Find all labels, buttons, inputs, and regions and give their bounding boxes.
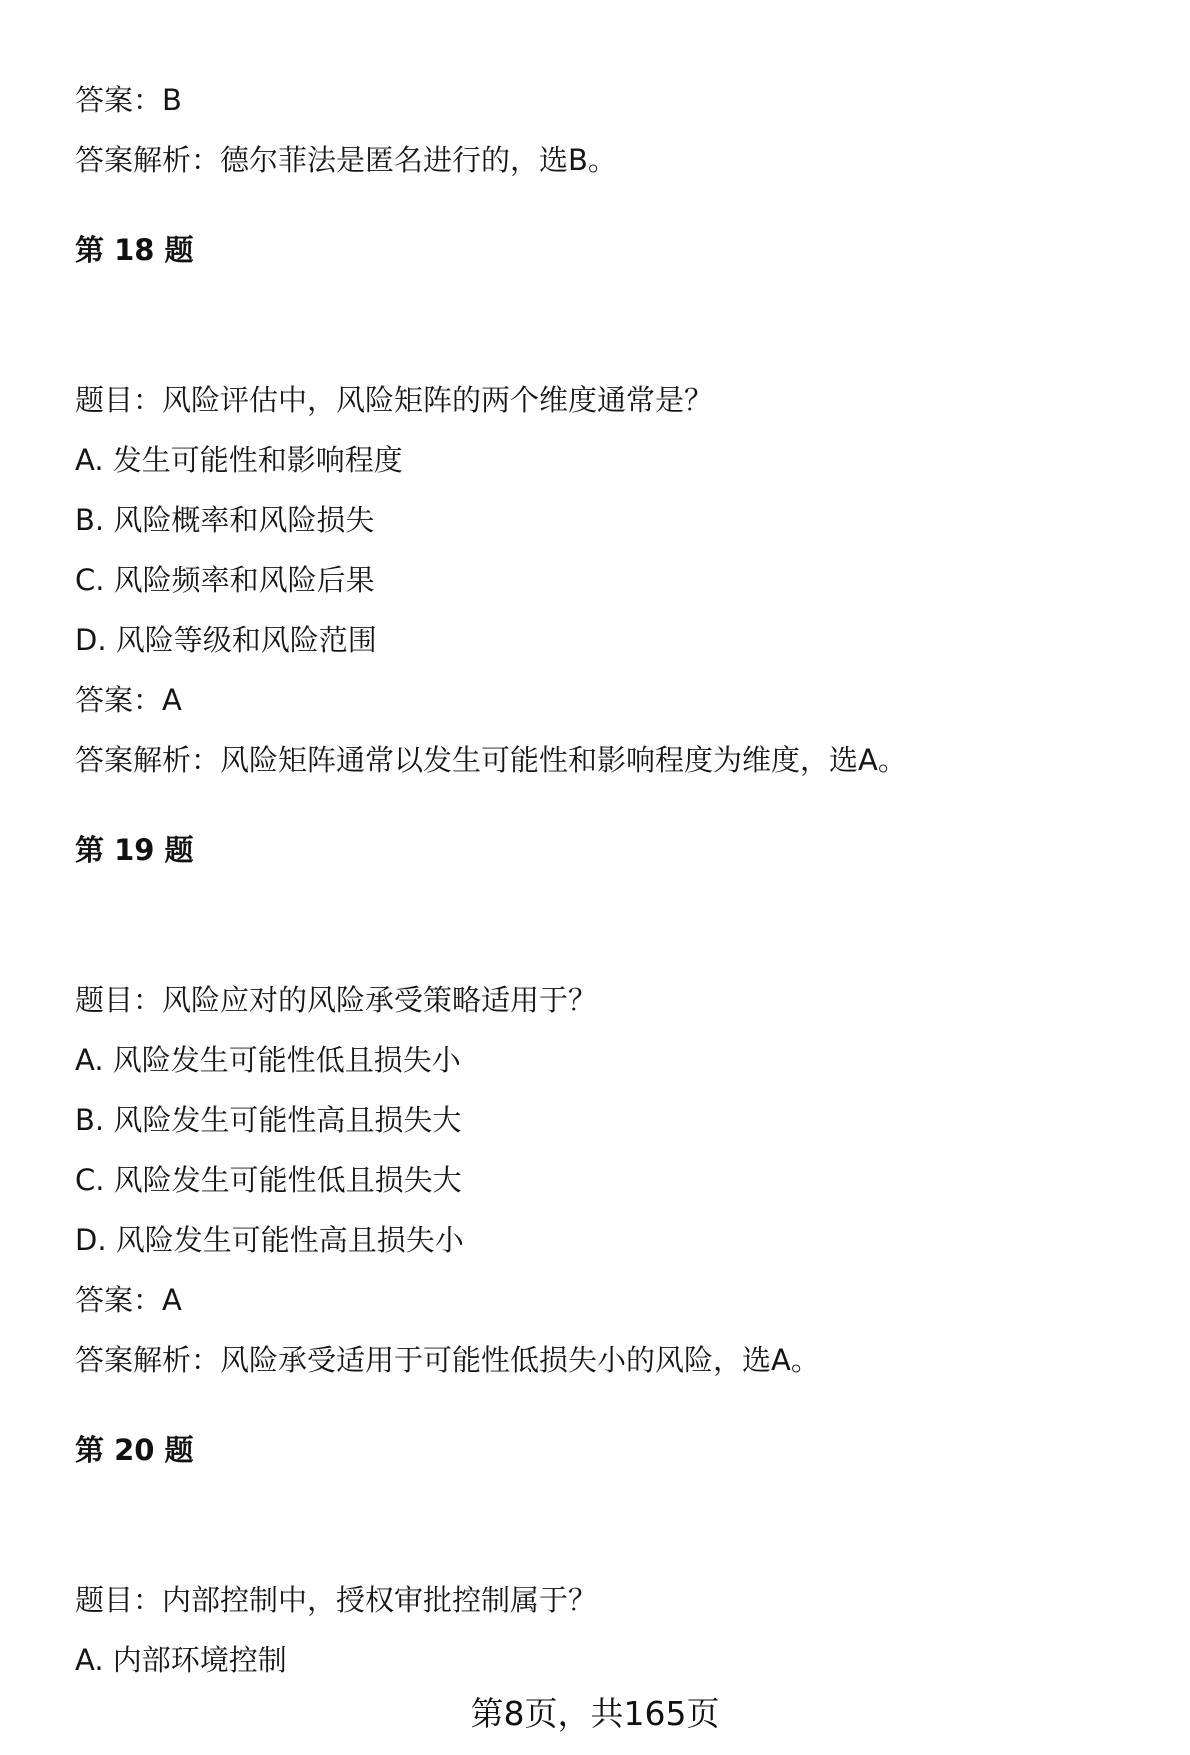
question-prompt: 题目：风险评估中，风险矩阵的两个维度通常是？ [75,383,714,417]
option-b: B. 风险概率和风险损失 [75,503,375,537]
option-c: C. 风险发生可能性低且损失大 [75,1163,462,1197]
question-heading: 第 20 题 [75,1433,194,1467]
answer: 答案：A [75,1283,182,1317]
question-prompt: 题目：风险应对的风险承受策略适用于？ [75,983,598,1017]
option-a: A. 风险发生可能性低且损失小 [75,1043,461,1077]
option-b: B. 风险发生可能性高且损失大 [75,1103,462,1137]
prev-explanation: 答案解析：德尔菲法是匿名进行的，选B。 [75,143,617,177]
option-d: D. 风险等级和风险范围 [75,623,377,657]
page-number: 第8页，共165页 [470,1694,720,1733]
answer: 答案：A [75,683,182,717]
question-heading: 第 18 题 [75,233,194,267]
prev-answer: 答案：B [75,83,182,117]
answer-explanation: 答案解析：风险承受适用于可能性低损失小的风险，选A。 [75,1343,820,1377]
option-a: A. 内部环境控制 [75,1643,287,1677]
option-a: A. 发生可能性和影响程度 [75,443,403,477]
question-prompt: 题目：内部控制中，授权审批控制属于？ [75,1583,598,1617]
question-heading: 第 19 题 [75,833,194,867]
option-d: D. 风险发生可能性高且损失小 [75,1223,464,1257]
answer-explanation: 答案解析：风险矩阵通常以发生可能性和影响程度为维度，选A。 [75,743,907,777]
option-c: C. 风险频率和风险后果 [75,563,375,597]
